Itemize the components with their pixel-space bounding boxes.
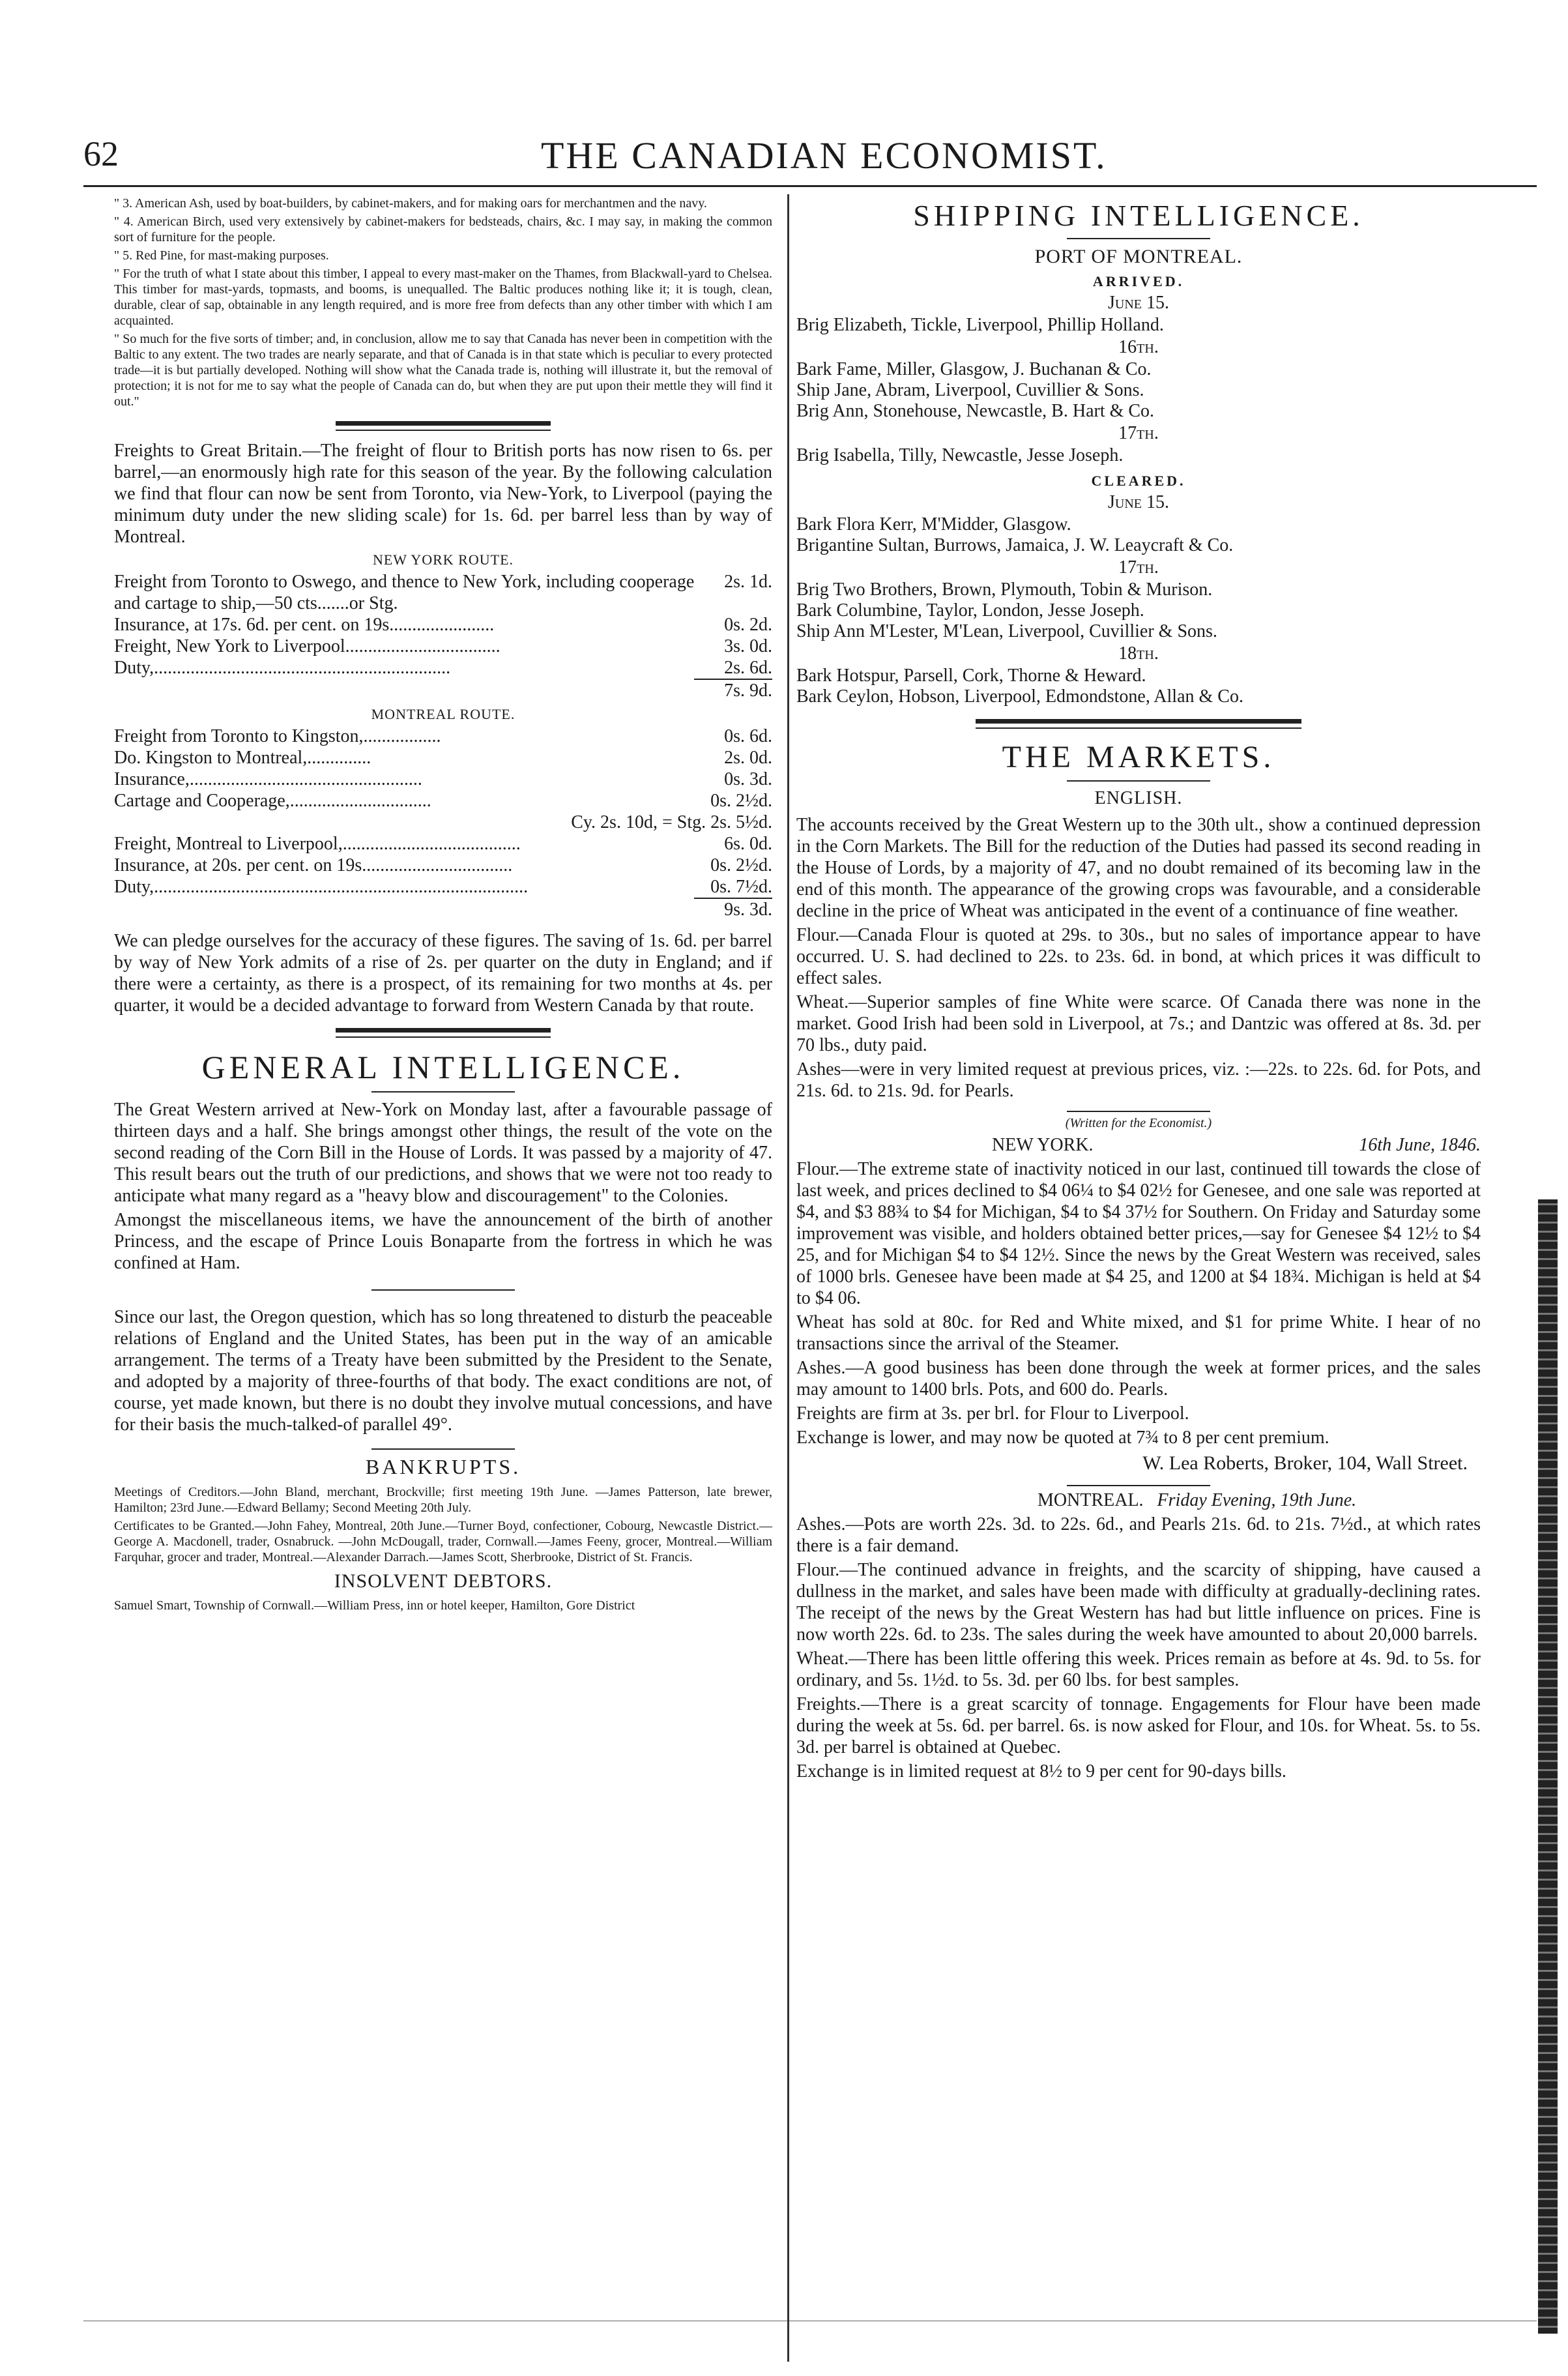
english-paragraph: Ashes—were in very limited request at previous prices, viz. :—22s. to 22s. 6d. for Pots, and 21s. 6d. to 21s. 9d. for Pearls. (796, 1059, 1481, 1101)
port-heading: PORT OF MONTREAL. (1034, 246, 1243, 267)
ny-route-row: Insurance, at 17s. 6d. per cent. on 19s....................... 0s. 2d. (114, 615, 772, 635)
arrived-date: 17th. (1118, 423, 1159, 443)
ny-route-title: NEW YORK ROUTE. (372, 551, 514, 568)
ship-entry: Brig Isabella, Tilly, Newcastle, Jesse Joseph. (796, 445, 1124, 465)
section-rule (336, 1028, 551, 1033)
mtl-route-row: Freight, Montreal to Liverpool,....................................... 6s. 0d. (114, 834, 772, 854)
mtl-route-row: Duty,.................................................................................. 0s. 7½d. (114, 877, 772, 897)
ship-entry: Brig Elizabeth, Tickle, Liverpool, Phillip Holland. (796, 315, 1164, 335)
ny-signature: W. Lea Roberts, Broker, 104, Wall Street. (1142, 1452, 1468, 1474)
section-rule (336, 1036, 551, 1038)
left-column (114, 196, 772, 1616)
mtl-place: MONTREAL. (1038, 1490, 1144, 1510)
bankrupts-paragraph: Certificates to be Granted.—John Fahey, Montreal, 20th June.—Turner Boyd, confectioner, Cobourg, Newcastle District.—George A. Macdonell, trader, Osnabruck. —John McDougall, trader, Cornwall.—James Feeny, grocer, Montreal.—William Farquhar, grocer and trader, Montreal.—Alexander Darrach.—James Scott, Sherbrooke, District of St. Francis. (114, 1519, 772, 1564)
header-rule (83, 185, 1537, 187)
mtl-route-table (114, 726, 772, 921)
freights-outro: We can pledge ourselves for the accuracy of these figures. The saving of 1s. 6d. per barrel by way of New York admits of a rise of 2s. per quarter on the duty in England; and if there were a certainty, as there is a prospect, of its remaining for two months at 4s. per quarter, it would be a decided advantage to forward from Western Canada by that route. (114, 931, 772, 1016)
mtl-paragraph: Exchange is in limited request at 8½ to 9 per cent for 90-days bills. (796, 1761, 1286, 1782)
section-rule (976, 719, 1301, 724)
bankrupts-paragraph: Meetings of Creditors.—John Bland, merchant, Brockville; first meeting 19th June. —James Patterson, late brewer, Hamilton; 23rd June.—Edward Bellamy; Second Meeting 20th July. (114, 1485, 772, 1515)
column-divider (787, 194, 789, 2362)
ship-entry: Bark Flora Kerr, M'Midder, Glasgow. (796, 514, 1071, 535)
divider-rule (371, 1289, 515, 1291)
ship-entry: Brig Two Brothers, Brown, Plymouth, Tobin & Murison. (796, 579, 1213, 600)
heading-rule (1067, 238, 1210, 239)
quote-paragraph: " 5. Red Pine, for mast-making purposes. (114, 248, 329, 263)
mtl-date: Friday Evening, 19th June. (1157, 1490, 1357, 1510)
general-paragraph: Since our last, the Oregon question, which has so long threatened to disturb the peaceable relations of England and the United States, has been put in the way of an amicable arrangement. The terms of a Treaty have been submitted by the President to the Senate, and adopted by a majority of three-fourths of that body. The exact conditions are not, of course, yet made known, but there is no doubt they involve mutual concessions, and have for their basis the much-talked-of parallel 49°. (114, 1307, 772, 1435)
section-rule (976, 727, 1301, 729)
mtl-route-total: 9s. 3d. (694, 898, 772, 921)
ship-entry: Brig Ann, Stonehouse, Newcastle, B. Hart & Co. (796, 401, 1155, 421)
english-paragraph: Flour.—Canada Flour is quoted at 29s. to 30s., but no sales of importance appear to have occurred. U. S. had declined to 22s. to 23s. 6d. in bond, at which prices it was difficult to effect sales. (796, 925, 1481, 988)
ny-route-row: Duty,................................................................. 2s. 6d. (114, 658, 772, 678)
mtl-route-row: Do. Kingston to Montreal,.............. 2s. 0d. (114, 748, 772, 768)
ship-entry: Bark Ceylon, Hobson, Liverpool, Edmondstone, Allan & Co. (796, 686, 1243, 707)
cleared-label: CLEARED. (1091, 473, 1186, 489)
timber-quote (114, 196, 772, 409)
ny-dateline (796, 1135, 1481, 1156)
ny-route-row: Freight from Toronto to Oswego, and thence to New York, including cooperage and cartage to ship,—50 cts.......or Stg. 2s. 1d. (114, 572, 772, 613)
ny-route-row: Freight, New York to Liverpool.................................. 3s. 0d. (114, 636, 772, 656)
ny-route-total: 7s. 9d. (694, 679, 772, 702)
right-column (796, 196, 1481, 1785)
mtl-paragraph: Flour.—The continued advance in freights, and the scarcity of shipping, have caused a dullness in the market, and sales have been made with difficulty at gradually-declining rates. The receipt of the news by the Great Western has had but little influence on prices. Fine is now worth 22s. 6d. to 23s. The sales during the week have amounted to about 20,000 barrels. (796, 1560, 1481, 1645)
mtl-route-row: Insurance,................................................... 0s. 3d. (114, 769, 772, 789)
mtl-route-row: Cartage and Cooperage,............................... 0s. 2½d. (114, 791, 772, 811)
quote-paragraph: " 3. American Ash, used by boat-builders, by cabinet-makers, and for making oars for merchantmen and the navy. (114, 196, 707, 211)
ny-paragraph: Ashes.—A good business has been done through the week at former prices, and the sales may amount to 1400 brls. Pots, and 600 do. Pearls. (796, 1358, 1481, 1400)
general-paragraph: Amongst the miscellaneous items, we have the announcement of the birth of another Princess, and the escape of Prince Louis Bonaparte from the fortress in which he was confined at Ham. (114, 1210, 772, 1273)
mtl-route-title: MONTREAL ROUTE. (371, 706, 515, 722)
freights-intro: Freights to Great Britain.—The freight of flour to British ports has now risen to 6s. per barrel,—an enormously high rate for this season of the year. By the following calculation we find that flour can now be sent from Toronto, via New-York, to Liverpool (paying the minimum duty under the new sliding scale) for 1s. 6d. per barrel less than by way of Montreal. (114, 441, 772, 547)
ny-date: 16th June, 1846. (1359, 1135, 1481, 1155)
quote-paragraph: " 4. American Birch, used very extensively by cabinet-makers for bedsteads, chairs, &c. I may say, in making the common sort of furniture for the people. (114, 214, 772, 244)
divider-rule (371, 1448, 515, 1450)
written-for-note: (Written for the Economist.) (1065, 1116, 1212, 1130)
ny-paragraph: Flour.—The extreme state of inactivity noticed in our last, continued till towards the close of last week, and prices declined to $4 06¼ to $4 02½ for Genesee, and one sale was reported at $4, and $3 88¾ to $4 for Michigan, $4 to $4 37½ for Southern. On Friday and Saturday some improvement was visible, and holders obtained better prices,—say for Genesee $4 12½ to $4 25, and for Michigan $4 to $4 12½. Since the news by the Great Western was received, sales of 1000 brls. Genesee have been made at $4 25, and 1200 at $4 18¾. Michigan is held at $4 to $4 06. (796, 1159, 1481, 1308)
divider-rule (1067, 1111, 1210, 1112)
ny-place: NEW YORK. (992, 1135, 1094, 1155)
ship-entry: Brigantine Sultan, Burrows, Jamaica, J. W. Leaycraft & Co. (796, 535, 1234, 555)
ship-entry: Bark Fame, Miller, Glasgow, J. Buchanan & Co. (796, 359, 1152, 379)
mtl-paragraph: Freights.—There is a great scarcity of tonnage. Engagements for Flour have been made during the week at 5s. 6d. per barrel. 6s. is now asked for Flour, and 10s. for Wheat. 5s. to 5s. 3d. per barrel is obtained at Quebec. (796, 1694, 1481, 1757)
general-intelligence-heading: GENERAL INTELLIGENCE. (201, 1049, 685, 1085)
arrived-date: June 15. (1108, 293, 1169, 313)
heading-rule (1067, 780, 1210, 782)
insolvent-paragraph: Samuel Smart, Township of Cornwall.—William Press, inn or hotel keeper, Hamilton, Gore District (114, 1598, 635, 1613)
section-rule (336, 421, 551, 426)
general-paragraph: The Great Western arrived at New-York on Monday last, after a favourable passage of thirteen days and a half. She brings amongst other things, the result of the vote on the second reading of the Corn Bill in the House of Lords. It was passed by a majority of 47. This result bears out the truth of our predictions, and shows that we were not too ready to anticipate what many regard as a "heavy blow and discouragement" to the Colonies. (114, 1100, 772, 1206)
arrived-label: ARRIVED. (1092, 273, 1185, 289)
english-paragraph: Wheat.—Superior samples of fine White were scarce. Of Canada there was none in the market. Good Irish had been sold in Liverpool, at 7s.; and Dantzic was offered at 8s. 3d. per 70 lbs., duty paid. (796, 992, 1481, 1055)
cleared-date: 17th. (1118, 557, 1159, 578)
mtl-dateline (796, 1490, 1481, 1511)
page-title: THE CANADIAN ECONOMIST. (541, 134, 1107, 177)
heading-rule (371, 1091, 515, 1093)
ship-entry: Ship Ann M'Lester, M'Lean, Liverpool, Cuvillier & Sons. (796, 621, 1217, 641)
ship-entry: Bark Hotspur, Parsell, Cork, Thorne & Heward. (796, 666, 1146, 686)
mtl-route-row: Freight from Toronto to Kingston,................. 0s. 6d. (114, 726, 772, 746)
shipping-heading: SHIPPING INTELLIGENCE. (913, 199, 1364, 232)
page-number: 62 (83, 134, 119, 173)
mtl-route-subtotal: Cy. 2s. 10d, = Stg. 2s. 5½d. (571, 812, 772, 832)
insolvent-heading: INSOLVENT DEBTORS. (334, 1570, 553, 1592)
page-edge-strip (1538, 1199, 1558, 2334)
quote-paragraph: " So much for the five sorts of timber; and, in conclusion, allow me to say that Canada has never been in competition with the Baltic to any extent. The two trades are nearly separate, and that of Canada is in that state which is peculiar to every protected trade—it is but partially developed. Nothing will show what the Canada trade is, nothing will illustrate it, but the removal of protection; it is not for me to say what the people of Canada can do, but when they are put upon their mettle they will find it out." (114, 332, 772, 409)
bankrupts-heading: BANKRUPTS. (365, 1455, 521, 1478)
section-rule (336, 430, 551, 431)
ny-paragraph: Exchange is lower, and may now be quoted at 7¾ to 8 per cent premium. (796, 1428, 1329, 1448)
ny-route-table (114, 571, 772, 702)
mtl-route-row: Insurance, at 20s. per cent. on 19s................................. 0s. 2½d. (114, 855, 772, 875)
ny-paragraph: Freights are firm at 3s. per brl. for Flour to Liverpool. (796, 1403, 1189, 1424)
arrived-date: 16th. (1118, 337, 1159, 357)
mtl-paragraph: Wheat.—There has been little offering this week. Prices remain as before at 4s. 9d. to 5s. for ordinary, and 5s. 1½d. to 5s. 3d. per 60 lbs. for best samples. (796, 1649, 1481, 1690)
divider-rule (1067, 1485, 1210, 1486)
english-paragraph: The accounts received by the Great Western up to the 30th ult., show a continued depression in the Corn Markets. The Bill for the reduction of the Duties had passed its second reading in the House of Lords, by a majority of 47, and no doubt remained of its becoming law in the end of this month. The appearance of the growing crops was favourable, and a considerable decline in the price of Wheat was anticipated in the event of a continuance of fine weather. (796, 815, 1481, 921)
ship-entry: Bark Columbine, Taylor, London, Jesse Joseph. (796, 600, 1144, 621)
ny-paragraph: Wheat has sold at 80c. for Red and White mixed, and $1 for prime White. I hear of no transactions since the arrival of the Steamer. (796, 1312, 1481, 1354)
mtl-paragraph: Ashes.—Pots are worth 22s. 3d. to 22s. 6d., and Pearls 21s. 6d. to 21s. 7½d., at which rates there is a fair demand. (796, 1514, 1481, 1556)
quote-paragraph: " For the truth of what I state about this timber, I appeal to every mast-maker on the Thames, from Blackwall-yard to Chelsea. This timber for mast-yards, topmasts, and booms, is unequalled. The Baltic produces nothing like it; it is tough, clean, durable, clear of sap, obtainable in any length required, and is more free from defects than any other timber with which I am acquainted. (114, 267, 772, 328)
cleared-date: 18th. (1118, 643, 1159, 664)
cleared-date: June 15. (1108, 492, 1169, 512)
markets-heading: THE MARKETS. (1002, 740, 1275, 774)
ship-entry: Ship Jane, Abram, Liverpool, Cuvillier & Sons. (796, 380, 1144, 400)
english-heading: ENGLISH. (1094, 788, 1183, 808)
